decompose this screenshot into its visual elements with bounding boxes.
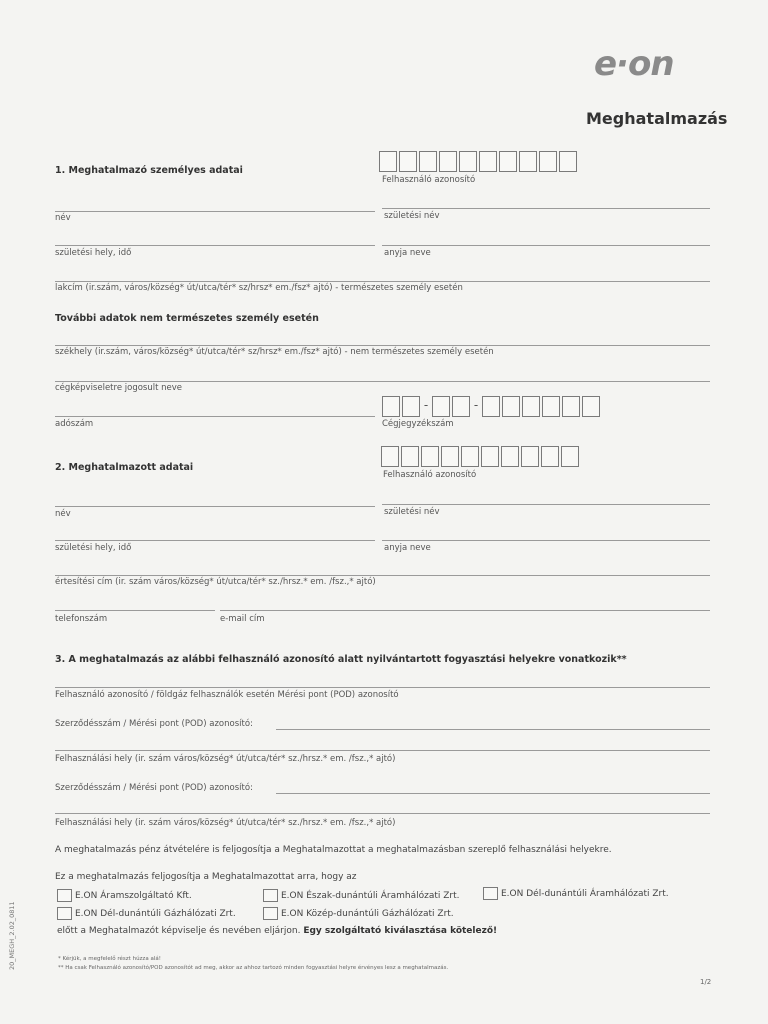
further-data-heading: További adatok nem természetes személy esetén [55,313,319,324]
seat-label: székhely (ir.szám, város/község* út/utca/tér* sz/hrsz* em./fsz* ajtó) - nem természetes személy esetén [55,347,494,357]
money-authorization-text: A meghatalmazás pénz átvételére is feljogosítja a Meghatalmazottat a meghatalmazásban szereplő felhasználási helyekre. [55,845,612,855]
s2-birth-place-label: születési hely, idő [55,543,132,553]
s2-address-line[interactable] [55,575,710,576]
section2-heading: 2. Meghatalmazott adatai [55,462,194,473]
contract-line-2[interactable] [276,793,710,794]
pod-label: Felhasználó azonosító / földgáz felhasználók esetén Mérési pont (POD) azonosító [55,690,399,700]
phone-line[interactable] [55,610,215,611]
birth-name-line[interactable] [382,208,710,209]
place-label-2: Felhasználási hely (ir. szám város/község* út/utca/tér* sz./hrsz.* em. /fsz.,* ajtó) [55,818,396,828]
contract-label-2: Szerződésszám / Mérési pont (POD) azonosító: [55,783,253,793]
closing-normal: előtt a Meghatalmazót képviselje és nevében eljárjon. [57,926,301,936]
checkbox[interactable] [57,907,72,920]
option-kozep-gazhalozati[interactable]: E.ON Közép-dunántúli Gázhálózati Zrt. [263,907,454,920]
s2-birth-place-line[interactable] [55,540,375,541]
tax-number-line[interactable] [55,416,375,417]
checkbox[interactable] [57,889,72,902]
s2-name-label: név [55,509,71,519]
eon-logo: e·on [594,44,674,84]
section3-heading: 3. A meghatalmazás az alábbi felhasználó azonosító alatt nyilvántartott fogyasztási helyekre vonatkozik** [55,654,627,665]
option-del-aramhalozati[interactable]: E.ON Dél-dunántúli Áramhálózati Zrt. [483,887,669,900]
s2-name-line[interactable] [55,506,375,507]
mother-name-label: anyja neve [384,248,431,258]
place-line-1[interactable] [55,750,710,751]
company-reg-label: Cégjegyzékszám [382,419,454,429]
address-label: lakcím (ir.szám, város/község* út/utca/tér* sz/hrsz* em./fsz* ajtó) - természetes személy esetén [55,283,463,293]
company-reg-boxes[interactable]: - - [382,396,600,417]
page-title: Meghatalmazás [586,109,728,128]
place-label-1: Felhasználási hely (ir. szám város/község* út/utca/tér* sz./hrsz.* em. /fsz.,* ajtó) [55,754,396,764]
representative-line[interactable] [55,381,710,382]
section1-user-id-boxes[interactable] [379,151,577,172]
email-label: e-mail cím [220,614,265,624]
checkbox[interactable] [263,889,278,902]
tax-number-label: adószám [55,419,94,429]
section2-user-id-boxes[interactable] [381,446,579,467]
contract-line-1[interactable] [276,729,710,730]
closing-required: Egy szolgáltató kiválasztása kötelező! [303,926,498,936]
option-eszak-aramhalozati[interactable]: E.ON Észak-dunántúli Áramhálózati Zrt. [263,889,459,902]
s2-birth-name-label: születési név [384,507,440,517]
place-line-2[interactable] [55,813,710,814]
s2-mother-name-label: anyja neve [384,543,431,553]
s2-mother-name-line[interactable] [382,540,710,541]
seat-line[interactable] [55,345,710,346]
option-aramszolgaltato[interactable]: E.ON Áramszolgáltató Kft. [57,889,192,902]
name-line[interactable] [55,211,375,212]
birth-place-label: születési hely, idő [55,248,132,258]
checkbox[interactable] [263,907,278,920]
address-line[interactable] [55,281,710,282]
email-line[interactable] [220,610,710,611]
checkbox[interactable] [483,887,498,900]
s2-birth-name-line[interactable] [382,504,710,505]
option-del-gazhalozati[interactable]: E.ON Dél-dunántúli Gázhálózati Zrt. [57,907,236,920]
name-label: név [55,213,71,223]
footnote-1: * Kérjük, a megfelelő részt húzza alá! [58,956,161,962]
authorize-intro-text: Ez a meghatalmazás feljogosítja a Meghatalmazottat arra, hogy az [55,872,357,882]
section1-heading: 1. Meghatalmazó személyes adatai [55,165,243,176]
page-number: 1/2 [700,978,712,986]
s2-address-label: értesítési cím (ir. szám város/község* út/utca/tér* sz./hrsz.* em. /fsz.,* ajtó) [55,577,376,587]
birth-name-label: születési név [384,211,440,221]
representative-label: cégképviseletre jogosult neve [55,383,183,393]
contract-label-1: Szerződésszám / Mérési pont (POD) azonosító: [55,719,253,729]
birth-place-line[interactable] [55,245,375,246]
pod-line[interactable] [55,687,710,688]
section1-user-id-label: Felhasználó azonosító [382,175,476,185]
footnote-2: ** Ha csak Felhasználó azonosító/POD azonosítót ad meg, akkor az ahhoz tartozó minden fogyasztási helyre érvényes lesz a meghatalmazás. [58,965,449,971]
phone-label: telefonszám [55,614,108,624]
mother-name-line[interactable] [382,245,710,246]
section2-user-id-label: Felhasználó azonosító [383,470,477,480]
closing-text [57,926,497,936]
form-code: 20_MEGH_2.02_0811 [8,901,16,970]
